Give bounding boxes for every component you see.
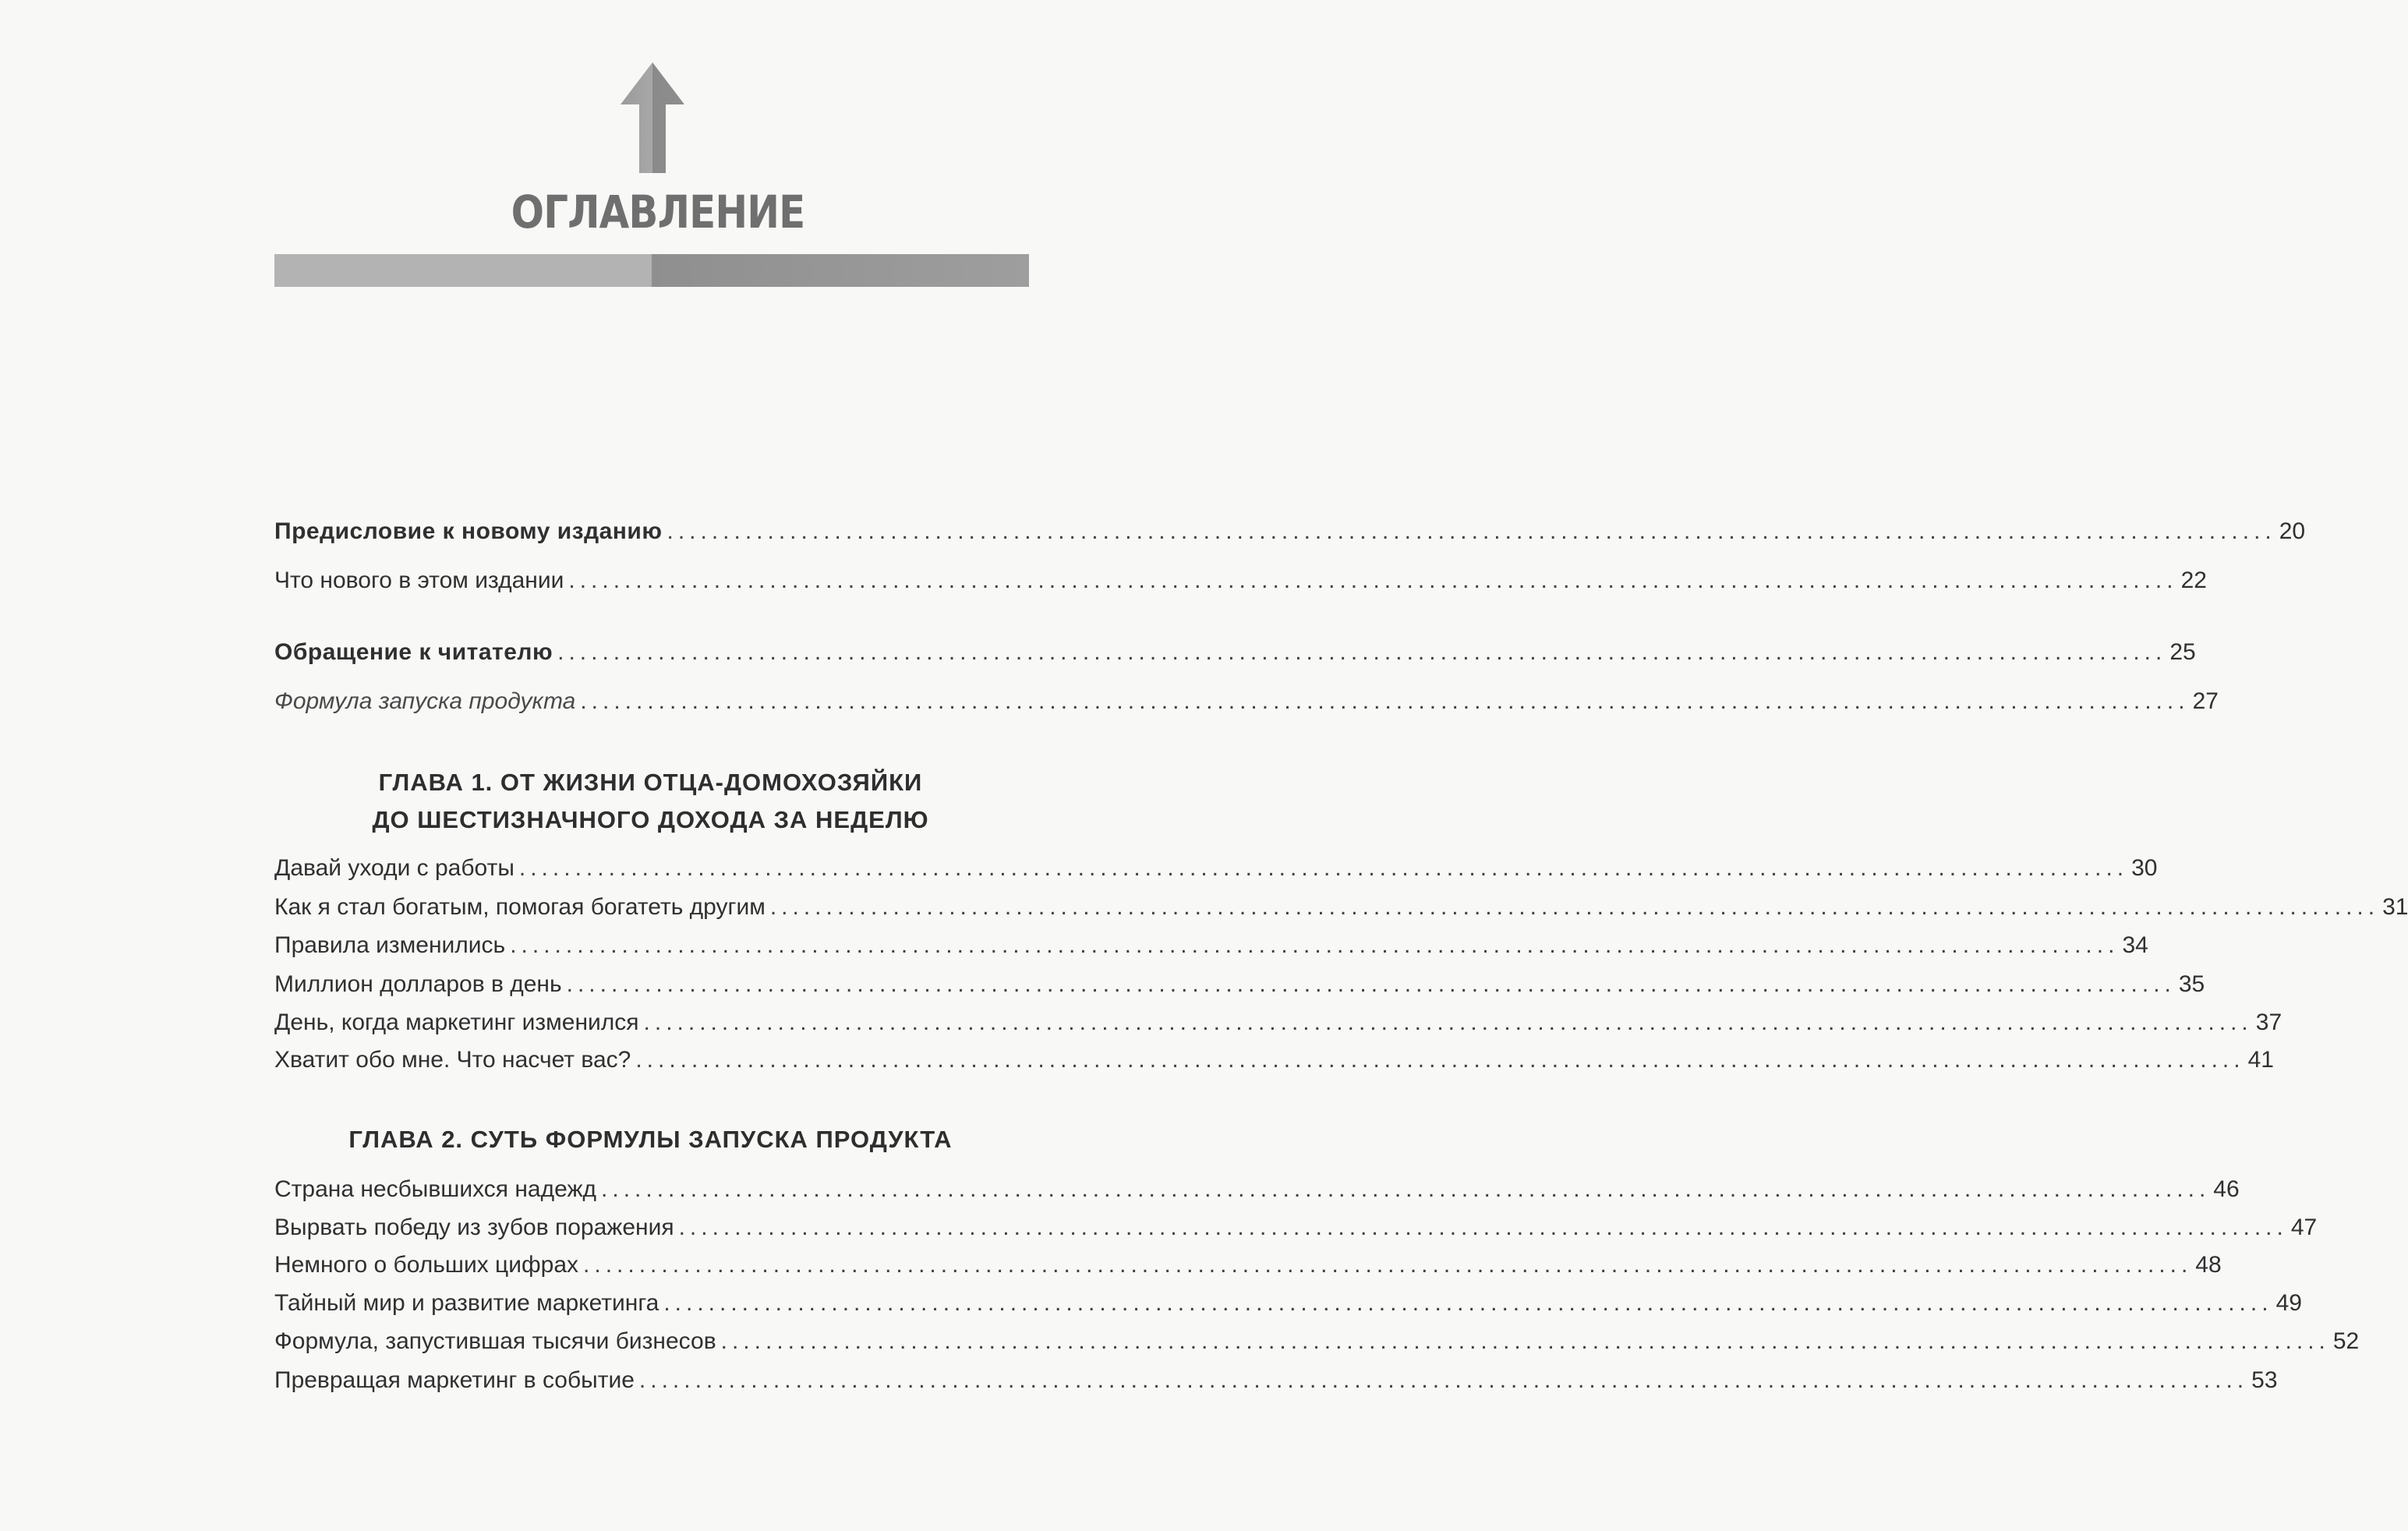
chapter-heading-line1[interactable]: ГЛАВА 1. ОТ ЖИЗНИ ОТЦА-ДОМОХОЗЯЙКИ: [378, 769, 923, 796]
toc-entry-title: Как я стал богатым, помогая богатеть другим: [274, 894, 766, 920]
toc-entry-page: 53: [2251, 1367, 2278, 1393]
chapter-heading[interactable]: ГЛАВА 2. СУТЬ ФОРМУЛЫ ЗАПУСКА ПРОДУКТА: [348, 1126, 953, 1153]
toc-entry-title: День, когда маркетинг изменился: [274, 1009, 639, 1035]
toc-entry-title: Формула, запустившая тысячи бизнесов: [274, 1328, 716, 1354]
toc-entry-page: 31: [2382, 894, 2408, 920]
toc-leader-dots: ................................................................................................................................................: [667, 518, 2276, 544]
toc-entry[interactable]: [274, 1326, 2360, 1357]
toc-leader-dots: ................................................................................................................................................: [557, 639, 2167, 665]
toc-entry[interactable]: [274, 1288, 2302, 1319]
toc-leader-dots: ................................................................................................................................................: [583, 1252, 2193, 1278]
toc-entry-page: 48: [2195, 1252, 2222, 1278]
toc-entry-title: Хватит обо мне. Что насчет вас?: [274, 1047, 631, 1073]
toc-leader-dots: ................................................................................................................................................: [769, 894, 2380, 920]
divider-bar-right: [652, 254, 1029, 287]
toc-entry-page: 47: [2290, 1215, 2318, 1240]
toc-entry-page: 37: [2255, 1009, 2282, 1035]
toc-entry[interactable]: [274, 892, 2408, 923]
toc-entry[interactable]: [274, 1174, 2240, 1205]
toc-entry-page: 41: [2247, 1047, 2274, 1073]
up-arrow-icon: [619, 61, 686, 175]
toc-leader-dots: ................................................................................................................................................: [678, 1215, 2288, 1240]
toc-entry[interactable]: [274, 637, 2196, 668]
toc-entry-page: 20: [2279, 518, 2306, 544]
toc-entry[interactable]: [274, 930, 2148, 961]
divider-bar-left: [274, 254, 652, 287]
toc-leader-dots: ................................................................................................................................................: [568, 567, 2178, 593]
toc-leader-dots: ................................................................................................................................................: [580, 688, 2190, 714]
toc-leader-dots: ................................................................................................................................................: [663, 1290, 2273, 1316]
toc-entry[interactable]: [274, 1007, 2282, 1038]
toc-entry-page: 35: [2178, 971, 2205, 997]
toc-leader-dots: ................................................................................................................................................: [638, 1367, 2249, 1393]
toc-leader-dots: ................................................................................................................................................: [566, 971, 2176, 997]
toc-entry-page: 25: [2169, 639, 2196, 665]
toc-entry-page: 46: [2213, 1176, 2240, 1202]
page-title: ОГЛАВЛЕНИЕ: [511, 186, 805, 239]
toc-entry-page: 27: [2192, 688, 2219, 714]
toc-entry-title: Страна несбывшихся надежд: [274, 1176, 597, 1202]
toc-entry-page: 34: [2122, 932, 2148, 958]
toc-entry-title: Правила изменились: [274, 932, 506, 958]
toc-entry-title: Немного о больших цифрах: [274, 1252, 579, 1278]
toc-entry-title: Что нового в этом издании: [274, 567, 564, 593]
toc-entry[interactable]: [274, 1365, 2278, 1396]
toc-entry[interactable]: [274, 686, 2219, 717]
toc-leader-dots: ................................................................................................................................................: [643, 1009, 2253, 1035]
toc-entry-title: Давай уходи с работы: [274, 855, 514, 881]
toc-entry[interactable]: [274, 1212, 2318, 1243]
toc-entry-title: Предисловие к новому изданию: [274, 518, 663, 544]
toc-entry-page: 30: [2131, 855, 2158, 881]
toc-entry-title: Миллион долларов в день: [274, 971, 562, 997]
toc-leader-dots: ................................................................................................................................................: [518, 855, 2129, 881]
title-divider-bar: [274, 254, 1029, 287]
toc-entry[interactable]: [274, 565, 2207, 596]
toc-entry-title: Вырвать победу из зубов поражения: [274, 1215, 674, 1240]
toc-entry-page: 52: [2332, 1328, 2360, 1354]
toc-entry-page: 49: [2275, 1290, 2302, 1316]
toc-entry-title: Тайный мир и развитие маркетинга: [274, 1290, 659, 1316]
toc-leader-dots: ................................................................................................................................................: [510, 932, 2120, 958]
toc-leader-dots: ................................................................................................................................................: [601, 1176, 2211, 1202]
chapter-heading-line2[interactable]: ДО ШЕСТИЗНАЧНОГО ДОХОДА ЗА НЕДЕЛЮ: [372, 806, 929, 833]
toc-entry-title: Обращение к читателю: [274, 639, 553, 665]
toc-entry-title: Превращая маркетинг в событие: [274, 1367, 635, 1393]
toc-entry-title: Формула запуска продукта: [274, 688, 576, 714]
toc-entry[interactable]: [274, 1045, 2274, 1076]
toc-entry[interactable]: [274, 1250, 2222, 1281]
toc-entry-page: 22: [2180, 567, 2207, 593]
toc-entry[interactable]: [274, 516, 2306, 547]
toc-leader-dots: ................................................................................................................................................: [720, 1328, 2330, 1354]
toc-entry[interactable]: [274, 969, 2205, 1000]
toc-leader-dots: ................................................................................................................................................: [635, 1047, 2245, 1073]
toc-entry[interactable]: [274, 853, 2158, 884]
